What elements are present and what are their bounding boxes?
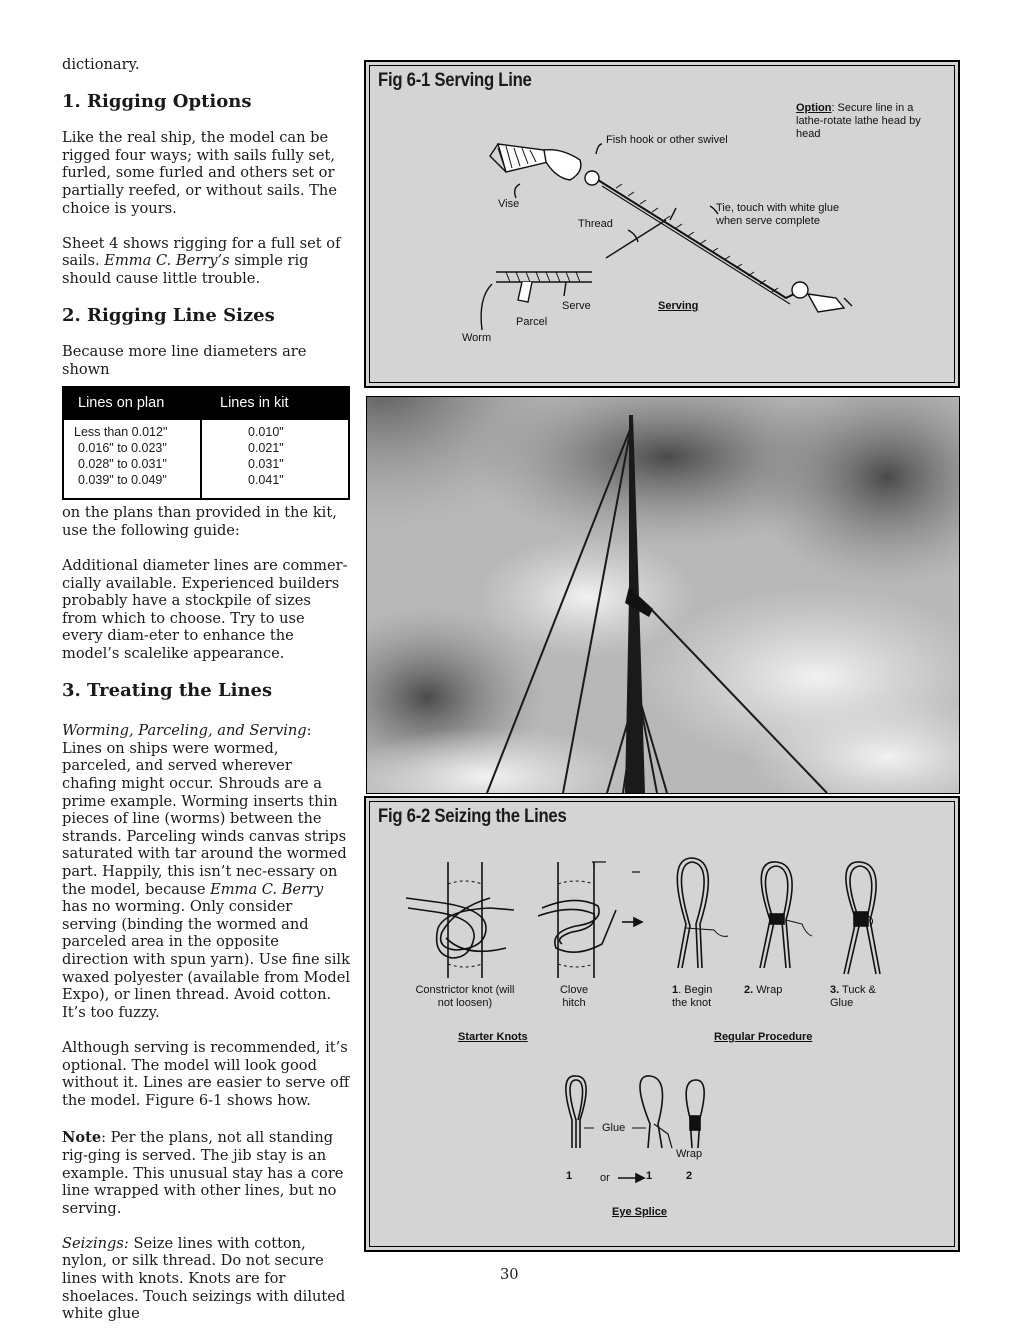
table-cell: 0.039" to 0.049" bbox=[78, 473, 167, 488]
para-seizings bbox=[62, 1235, 350, 1323]
wrap-number: 2. bbox=[744, 984, 754, 996]
table-cell: 0.031" bbox=[248, 457, 284, 472]
p6c: Emma C. Berry bbox=[210, 880, 324, 898]
p9a: Seizings: bbox=[62, 1234, 129, 1252]
label-wrap bbox=[744, 984, 782, 997]
p6b: : Lines on ships were wormed, parceled, and served wherever chafing might occur. Shrouds are a prime example. Worming inserts thin pieces of line (worms) between the strands. Parceling winds canvas strips saturated with tar around the wormed part. Happily, this isn’t nec-essary on the model, because bbox=[62, 722, 347, 898]
para-additional: Additional diameter lines are commer-cially available. Experienced builders probably have a stockpile of sizes from which to choose. Try to use every diam-eter to enhance the model’s scalelike appearance. bbox=[62, 557, 348, 663]
heading-rigging-options: 1. Rigging Options bbox=[62, 91, 252, 113]
heading-treating: 3. Treating the Lines bbox=[62, 680, 273, 702]
para-line-sizes: Because more line diameters are shown bbox=[62, 343, 307, 378]
label-fish-hook: Fish hook or other swivel bbox=[606, 134, 728, 146]
begin-text: . Begin the knot bbox=[672, 984, 713, 1009]
table-col-plan bbox=[64, 420, 202, 498]
p8b: : Per the plans, not all standing rig-ging is served. The jib stay is an example. This unusual stay has a core line wrapped with other lines, but no serving. bbox=[62, 1129, 344, 1217]
table-cell: 0.010" bbox=[248, 425, 284, 440]
label-clove: Clove hitch bbox=[559, 984, 589, 1009]
label-wrap-eye: Wrap bbox=[676, 1148, 703, 1160]
table-header-kit: Lines in kit bbox=[220, 394, 289, 411]
mast-rigging-photo bbox=[366, 396, 960, 794]
label-tuck bbox=[830, 984, 880, 1010]
p2b: Emma C. Berry’s bbox=[104, 252, 230, 270]
tuck-number: 3. bbox=[830, 984, 840, 996]
label-serving: Serving bbox=[658, 300, 699, 312]
label-tie: Tie, touch with white glue when serve complete bbox=[716, 202, 840, 227]
table-cell: 0.021" bbox=[248, 441, 284, 456]
table-col-kit bbox=[202, 420, 348, 498]
figure-serving-line bbox=[364, 60, 960, 388]
label-thread: Thread bbox=[578, 218, 613, 230]
p9b: Seize lines with cotton, nylon, or silk thread. Do not secure lines with knots. Knots are for shoelaces. Touch seizings with diluted white glue bbox=[62, 1234, 346, 1323]
p6d: has no worming. Only consider serving (binding the wormed and parceled area in the opposite direction with spun yarn). Use fine silk waxed polyester (available from Model Expo), or linen thread. Avoid cotton. It’s too fuzzy. bbox=[62, 898, 350, 1021]
seizing-diagram bbox=[366, 798, 962, 1254]
label-parcel: Parcel bbox=[516, 316, 548, 328]
option-label: Option bbox=[796, 102, 832, 114]
table-header-plan: Lines on plan bbox=[78, 394, 165, 411]
label-constrictor: Constrictor knot (will not loosen) bbox=[415, 984, 515, 1009]
para-note bbox=[62, 1129, 350, 1217]
label-glue: Glue bbox=[602, 1122, 626, 1134]
para-rigging-options: Like the real ship, the model can be rigged four ways; with sails fully set, furled, some furled and others set or partially reefed, or without sails. The choice is yours. bbox=[62, 129, 337, 217]
label-vise: Vise bbox=[498, 198, 520, 210]
wrap-text: Wrap bbox=[753, 984, 783, 996]
table-cell: Less than 0.012" bbox=[74, 425, 168, 440]
table-cell: 0.016" to 0.023" bbox=[78, 441, 167, 456]
label-or: or bbox=[600, 1172, 610, 1184]
line-size-table bbox=[62, 386, 350, 500]
table-header bbox=[64, 388, 348, 418]
table-cell: 0.041" bbox=[248, 473, 284, 488]
tuck-text: Tuck & Glue bbox=[830, 984, 876, 1009]
option-note bbox=[796, 102, 936, 141]
p2a: Sheet 4 shows rigging for a full set of sails. bbox=[62, 234, 341, 270]
p2c: simple rig should cause little trouble. bbox=[62, 252, 309, 287]
label-step-2: 2 bbox=[686, 1170, 693, 1182]
label-eye-splice: Eye Splice bbox=[612, 1206, 668, 1218]
figure-title: Fig 6-1 Serving Line bbox=[378, 70, 532, 91]
label-regular-procedure: Regular Procedure bbox=[714, 1031, 813, 1043]
p6a: Worming, Parceling, and Serving bbox=[62, 722, 307, 740]
label-serve: Serve bbox=[562, 300, 591, 312]
para-guide: on the plans than provided in the kit, use the following guide: bbox=[62, 504, 337, 539]
para-worming bbox=[62, 722, 350, 1021]
label-starter-knots: Starter Knots bbox=[458, 1031, 528, 1043]
option-text: : Secure line in a lathe-rotate lathe head by head bbox=[796, 102, 921, 140]
table-cell: 0.028" to 0.031" bbox=[78, 457, 167, 472]
page-number: 30 bbox=[500, 1266, 519, 1283]
note-label: Note bbox=[62, 1129, 102, 1147]
table-body bbox=[64, 418, 348, 498]
label-step-1: 1 bbox=[566, 1170, 573, 1182]
label-step-1b: 1 bbox=[646, 1170, 653, 1182]
figure-seizing-lines bbox=[364, 796, 960, 1252]
label-worm: Worm bbox=[462, 332, 492, 344]
intro-tail: dictionary. bbox=[62, 56, 140, 73]
figure-title: Fig 6-2 Seizing the Lines bbox=[378, 806, 567, 827]
label-begin bbox=[672, 984, 726, 1010]
para-serving: Although serving is recommended, it’s optional. The model will look good without it. Lines are easier to serve off the model. Figure 6-1 shows how. bbox=[62, 1038, 350, 1109]
heading-line-sizes: 2. Rigging Line Sizes bbox=[62, 305, 275, 327]
begin-number: 1 bbox=[672, 984, 679, 996]
para-sheet4 bbox=[62, 235, 350, 288]
mast-photo-image bbox=[367, 397, 959, 793]
text-column bbox=[62, 56, 350, 1340]
